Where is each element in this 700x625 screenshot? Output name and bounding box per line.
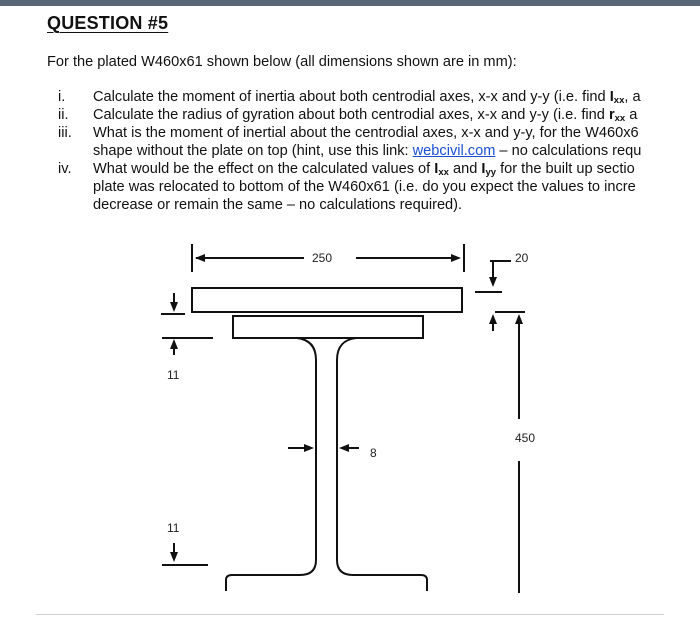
dim-8-right-arrow — [339, 444, 349, 452]
dim-8-label: 8 — [370, 446, 377, 460]
item-number: iii. — [58, 125, 72, 141]
web-left — [226, 338, 316, 590]
item-number: ii. — [58, 107, 69, 123]
item-number: iv. — [58, 161, 72, 177]
dim-250-label: 250 — [312, 251, 333, 265]
dim-20-label: 20 — [515, 251, 529, 265]
item-number: i. — [58, 89, 66, 105]
dim-250-right-arrow — [451, 254, 461, 262]
dim-8-left-arrow — [304, 444, 314, 452]
web-right — [337, 338, 427, 590]
item-text: plate was relocated to bottom of the W460x61 (i.e. do you expect the values to incre — [93, 179, 636, 195]
webcivil-link[interactable]: webcivil.com — [412, 143, 496, 159]
top-flange — [233, 316, 423, 338]
item-text: Calculate the moment of inertia about both centrodial axes, x-x and y-y (i.e. find $I_{xx}$, a — [93, 89, 641, 106]
item-text: What would be the effect on the calculated values of $I_{xx}$ and $I_{yy}$ for the built up sectio — [93, 161, 635, 178]
dim-11-bottom-label: 11 — [167, 521, 180, 535]
dim-20-arrow-down — [489, 277, 497, 287]
dim-450-arrow-up — [515, 314, 523, 324]
question-title: QUESTION #5 — [47, 13, 169, 33]
item-text: Calculate the radius of gyration about both centrodial axes, x-x and y-y (i.e. find $r_{xx}$ a — [93, 107, 638, 124]
question-intro: For the plated W460x61 shown below (all dimensions shown are in mm): — [47, 54, 517, 70]
dim-11-top-arrow-down — [170, 302, 178, 312]
dim-11-top-arrow-up — [170, 339, 178, 349]
dim-450-label: 450 — [515, 431, 536, 445]
top-bar — [0, 0, 700, 6]
item-text: shape without the plate on top (hint, use this link: webcivil.com – no calculations requ — [93, 143, 642, 159]
dim-250-left-arrow — [195, 254, 205, 262]
dim-11-top-label: 11 — [167, 368, 180, 382]
top-plate — [192, 288, 462, 312]
item-text: What is the moment of inertial about the centrodial axes, x-x and y-y, for the W460x6 — [93, 125, 639, 141]
question-list — [0, 88, 700, 218]
item-text: decrease or remain the same – no calculations required). — [93, 197, 463, 213]
bottom-divider — [36, 614, 664, 615]
dim-11-bottom-arrow-down — [170, 552, 178, 562]
dim-20-arrow-up — [489, 314, 497, 324]
plated-w-section-diagram — [0, 230, 700, 620]
